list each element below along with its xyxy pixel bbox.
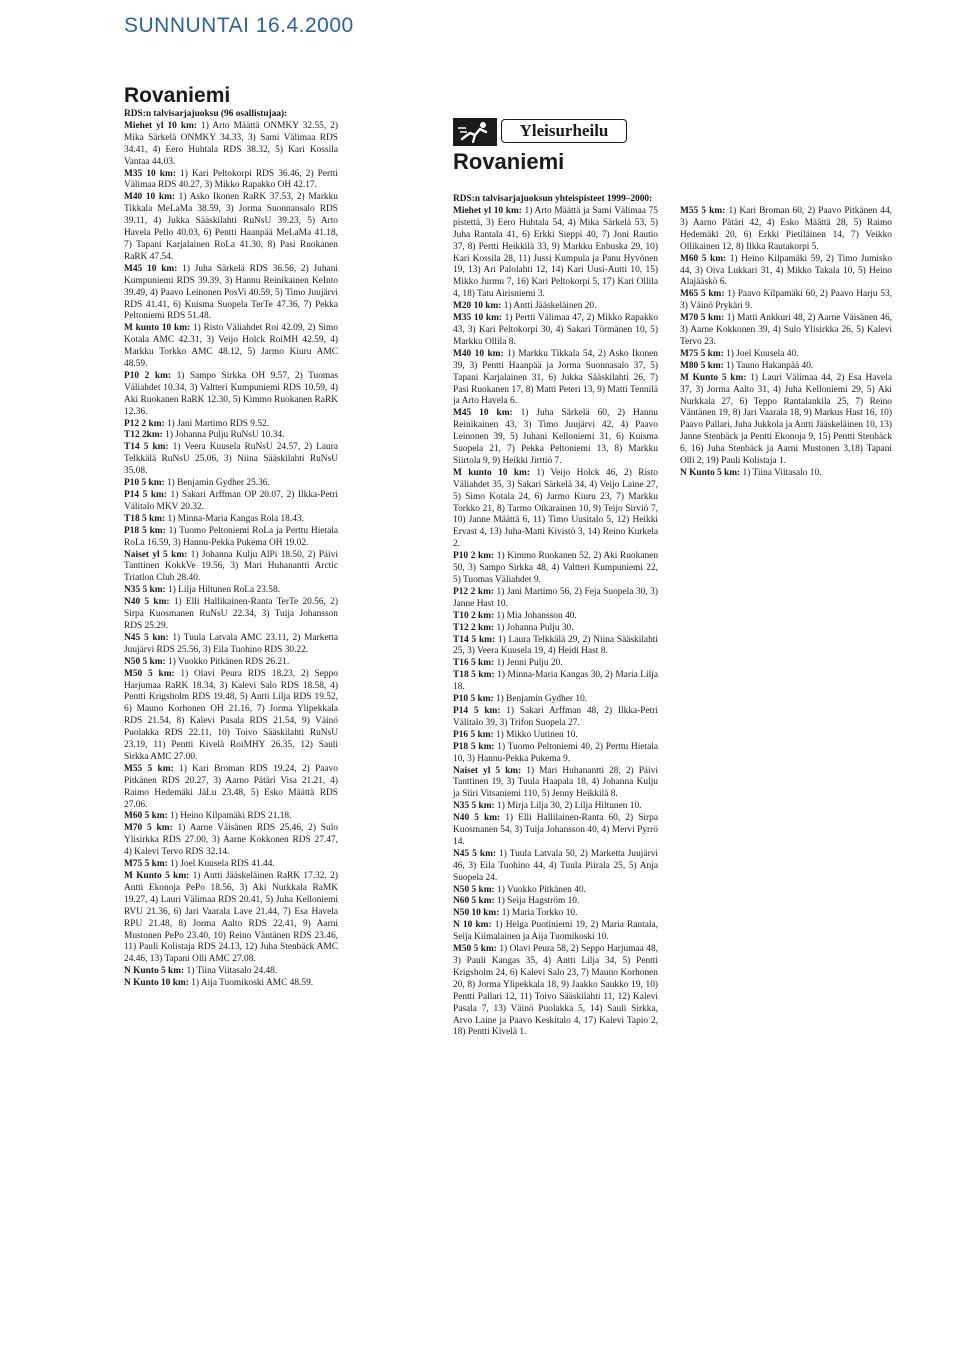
result-paragraph — [680, 313, 892, 349]
category-results: 1) Joel Kuusela 40. — [723, 348, 799, 359]
category-label: N50 5 km: — [453, 884, 495, 895]
result-paragraph — [680, 289, 892, 313]
category-label: P10 2 km: — [124, 370, 172, 381]
category-results: 1) Arto Määttä ja Sami Välimaa 75 pistettä, 3) Eero Huhtala 54, 4) Mika Särkelä 53, 5) Juha Rantala 41, 6) Erkki Sieppi 40, 7) Joni Rautio 37, 8) Pertti Heikkilä 33, 9) Markku Enbuska 29, 10) Kari Kossila 28, 11) Jussi Kumpula ja Panu Hyvönen 19, 13) Ari Palolahti 12, 14) Kari Uusi-Autti 10, 15) Mikko Jurmu 7, 16) Kari Peltokorpi 5, 17) Kari Ollila 4, 18) Tatu Airisniemi 3. — [453, 205, 658, 300]
category-label: M45 10 km: — [453, 408, 513, 419]
category-label: RDS:n talvisarjajuoksu (96 osallistujaa): — [124, 109, 288, 119]
result-paragraph — [124, 657, 338, 669]
category-label: P12 2 km: — [124, 418, 165, 429]
category-results: 1) Olavi Peura RDS 18.23, 2) Seppo Harjumaa RaRK 18.34, 3) Kalevi Salo RDS 18.58, 4) Pentti Krigsholm RDS 19.48, 5) Antti Lilja RDS 19.52, 6) Mauno Korhonen OH 21.16, 7) Jorma Ylipekkala RDS 21.54, 8) Kalevi Pasala RDS 21.54, 9) Väinö Puolakka RDS 22.11, 10) Toivo Sääskilahti RuNsU 23.19, 11) Pentti Kivelä RoiMHY 26.35, 12) Sauli Sirkka AMC 27.00. — [124, 668, 338, 762]
result-paragraph — [453, 908, 658, 920]
category-label: P10 5 km: — [453, 694, 494, 705]
category-label: M70 5 km: — [680, 313, 725, 324]
result-paragraph — [453, 551, 658, 587]
category-results: 1) Tiina Viitasalo 10. — [740, 467, 822, 478]
category-results: 1) Veera Kuusela RuNsU 24.57, 2) Laura Telkkälä RuNsU 25.06, 3) Niina Sääskilahti RuNsU 35.08. — [124, 442, 338, 477]
category-results: 1) Johanna Pulju RuNsU 10.34. — [162, 430, 285, 441]
category-label: T16 5 km: — [453, 658, 495, 669]
page-date-header: SUNNUNTAI 16.4.2000 — [124, 14, 354, 37]
result-paragraph — [680, 373, 892, 468]
result-paragraph — [453, 194, 658, 206]
category-label: P18 5 km: — [124, 525, 166, 536]
category-results: 1) Heino Kilpamäki 59, 2) Timo Jumisko 44, 3) Oiva Lukkari 31, 4) Mikko Takala 10, 5) Heino Alajääskö 6. — [680, 253, 893, 288]
category-results: 1) Sakari Arffman OP 20.07, 2) Ilkka-Petri Välitalo MKV 20.32. — [124, 490, 339, 512]
middle-section-title: Rovaniemi — [453, 149, 565, 174]
category-results: 1) Seija Hagström 10. — [494, 896, 580, 907]
category-results: 1) Veijo Holck 46, 2) Risto Väliahdet 35, 3) Sakari Särkelä 34, 4) Veijo Laine 27, 5) Simo Kotala 24, 6) Jarmo Kiuru 23, 7) Markku Torkko 21, 8) Tarmo Oikarainen 10, 9) Teijo Sirviö 7, 10) Janne Määttä 6, 11) Timo Uusitalo 5, 12) Heikki Ervast 4, 13) Juha-Matti Kivistö 3, 14) Reino Kurkela 2. — [453, 467, 658, 550]
category-label: M50 5 km: — [124, 668, 175, 679]
category-label: N 10 km: — [453, 920, 492, 931]
category-label: N Kunto 5 km: — [124, 966, 185, 977]
category-results: 1) Jani Martimo RDS 9.52. — [164, 418, 270, 429]
category-results: 1) Kimmo Ruokanen 52, 2) Aki Ruokanen 50, 3) Sampo Sirkka 48, 4) Valtteri Kumpuniemi 22, 5) Tuomas Väliahdet 9. — [453, 551, 659, 585]
category-results: 1) Antti Jääskeläinen 20. — [501, 301, 597, 312]
category-results: 1) Lilja Hiltunen RoLa 23.58. — [165, 585, 280, 596]
category-results: 1) Markku Tikkala 54, 2) Asko Ikonen 39, 3) Pentti Haanpää ja Jorma Suonnasalo 37, 5) Tapani Karjalainen 31, 6) Jukka Sääskilahti 26, 7) Pasi Ruokanen 17, 8) Matti Peteri 13, 9) Matti Tennilä ja Arto Havela 6. — [453, 348, 658, 407]
category-label: T18 5 km: — [124, 513, 166, 524]
result-paragraph — [124, 811, 338, 823]
logo-label: Yleisurheilu — [501, 119, 627, 143]
category-results: 1) Kari Peltokorpi RDS 36.46, 2) Pertti Välimaa RDS 40.27, 3) Mikko Rapakko OH 42.17. — [124, 168, 338, 191]
result-paragraph — [453, 623, 658, 635]
category-results: 1) Tuomo Peltoniemi RoLa ja Perttu Hietala RoLa 16.59, 3) Hannu-Pekka Pukema OH 19.02. — [124, 525, 338, 548]
result-paragraph — [680, 254, 892, 290]
category-label: T14 5 km: — [453, 634, 496, 645]
result-paragraph — [453, 611, 658, 623]
category-label: T12 2 km: — [453, 622, 495, 633]
category-label: N40 5 km: — [124, 597, 170, 608]
category-results: 1) Elli Hallilainen-Ranta 60, 2) Sirpa Kuosmanen 54, 3) Tuija Johansson 40, 4) Mervi Pyrrö 14. — [453, 813, 658, 847]
result-paragraph — [124, 550, 338, 586]
category-label: M45 10 km: — [124, 263, 178, 274]
result-paragraph — [680, 361, 892, 373]
category-label: P10 2 km: — [453, 551, 495, 562]
category-results: 1) Laura Telkkälä 29, 2) Niina Sääskilahti 25, 3) Veera Kuusela 19, 4) Heidi Hast 8. — [453, 634, 658, 657]
category-label: RDS:n talvisarjajuoksun yhteispisteet 1999–2000: — [453, 194, 653, 204]
category-results: 1) Benjamin Gydher 25.36. — [164, 478, 270, 489]
category-label: T12 2km: — [124, 430, 163, 441]
category-label: P18 5 km: — [453, 741, 495, 752]
result-paragraph — [453, 670, 658, 694]
category-results: 1) Mari Huhanantti 28, 2) Päivi Tanttinen 19, 3) Tuula Haapala 18, 4) Johanna Kulju ja Siiri Vitsaniemi 110, 5) Jenny Heikkilä 8. — [453, 765, 658, 800]
category-label: M80 5 km: — [680, 360, 724, 371]
result-paragraph — [453, 885, 658, 897]
category-results: 1) Joel Kuusela RDS 41.44. — [167, 859, 275, 870]
category-label: M kunto 10 km: — [453, 467, 530, 478]
result-paragraph — [453, 408, 658, 468]
category-label: N50 10 km: — [453, 908, 500, 919]
category-results: 1) Matti Ankkuri 48, 2) Aarne Väisänen 46, 3) Aarne Kokkonen 39, 4) Sulo Ylisirkka 26, 5) Kalevi Tervo 23. — [680, 313, 892, 347]
category-results: 1) Tuomo Peltoniemi 40, 2) Perttu Hietala 10, 3) Hannu-Pekka Pukema 9. — [453, 741, 658, 764]
result-paragraph — [680, 468, 892, 480]
category-label: M kunto 10 km: — [124, 323, 191, 334]
category-results: 1) Pertti Välimaa 47, 2) Mikko Rapakko 43, 3) Kari Peltokorpi 30, 4) Sakari Törmänen 10, 5) Markku Ollila 8. — [453, 313, 659, 347]
result-paragraph — [124, 859, 338, 871]
result-paragraph — [453, 349, 658, 409]
result-paragraph — [453, 920, 658, 944]
result-paragraph — [124, 371, 338, 419]
category-results: 1) Lauri Välimaa 44, 2) Esa Havela 37, 3) Jorma Aalto 31, 4) Juha Kelloniemi 29, 5) Aki Nurkkala 27, 6) Teppo Rantalankila 25, 7) Reino Väntänen 19, 8) Jari Vaarala 18, 9) Markus Hast 16, 10) Paavo Pallari, Juha Jukkola ja Antti Jääskeläinen 10, 13) Janne Stenbäck ja Pentti Ekonoja 9, 15) Pentti Stenbäck 6, 16) Juha Stenbäck ja Aarni Mustonen 3,18) Tapani Olli 2, 19) Pauli Kolistaja 1. — [680, 372, 892, 467]
result-paragraph — [453, 658, 658, 670]
category-label: M55 5 km: — [124, 763, 174, 774]
category-label: M60 5 km: — [124, 811, 168, 822]
result-paragraph — [453, 587, 658, 611]
result-paragraph — [453, 742, 658, 766]
result-paragraph — [124, 597, 338, 633]
result-paragraph — [124, 966, 338, 978]
category-results: 1) Olavi Peura 58, 2) Seppo Harjumaa 48, 3) Pauli Kangas 35, 4) Antti Lilja 34, 5) Pentti Krigsholm 24, 6) Kalevi Salo 23, 7) Mauno Korhonen 20, 8) Jorma Ylipekkala 18, 9) Jaakko Saukko 19, 10) Pentti Pallari 12, 11) Toivo Sääskilahti 11, 12) Kalevi Pasala 7, 13) Väinö Puolakka 5, 14) Sauli Sirkka, Arvo Laine ja Paavo Keskitalo 4, 17) Kalevi Tapio 2, 18) Pentti Kivelä 1. — [453, 944, 658, 1038]
category-label: N50 5 km: — [124, 656, 166, 667]
left-section-title: Rovaniemi — [124, 84, 231, 107]
category-results: 1) Juha Särkelä RDS 36.56, 2) Juhani Kumpuniemi RDS 39.39, 3) Hannu Reinikainen KeInto 39.49, 4) Paavo Leinonen PosVi 40.59, 5) Timo Juujärvi RDS 41.41, 6) Kuisma Suopela TerTe 47.36, 7) Pekka Peltoniemi RDS 51.48. — [124, 263, 338, 322]
result-paragraph — [124, 121, 338, 169]
result-paragraph — [124, 169, 338, 193]
result-paragraph — [124, 490, 338, 514]
result-paragraph — [124, 430, 338, 442]
runner-icon — [453, 118, 497, 146]
result-paragraph — [124, 823, 338, 859]
result-paragraph — [124, 478, 338, 490]
category-label: N60 5 km: — [453, 896, 495, 907]
category-label: M60 5 km: — [680, 253, 727, 264]
result-paragraph — [124, 978, 338, 990]
category-results: 1) Elli Hallikainen-Ranta TerTe 20.56, 2) Sirpa Kuosmanen RuNsU 22.34, 3) Tuija Johansson RDS 25.29. — [124, 597, 338, 631]
category-results: 1) Tuula Latvala AMC 23.11, 2) Marketta Juujärvi RDS 25.56, 3) Eila Tuohino RDS 30.22. — [124, 632, 338, 655]
category-label: P10 5 km: — [124, 478, 165, 489]
category-label: M75 5 km: — [680, 348, 724, 359]
left-results-column — [124, 109, 338, 990]
result-paragraph — [453, 706, 658, 730]
result-paragraph — [453, 301, 658, 313]
category-results: 1) Kari Broman RDS 19.24, 2) Paavo Pitkänen RDS 20.27, 3) Aarno Pätäri Visa 21.21, 4) Raimo Hedemäki JäLu 23.48, 5) Esko Määttä RDS 27.06. — [124, 763, 338, 810]
yleisurheilu-logo — [453, 118, 629, 146]
category-label: N Kunto 5 km: — [680, 467, 741, 478]
category-label: Miehet yl 10 km: — [124, 120, 198, 131]
result-paragraph — [124, 633, 338, 657]
category-label: N45 5 km: — [453, 848, 497, 859]
result-paragraph — [124, 669, 338, 764]
category-label: M20 10 km: — [453, 301, 502, 312]
category-label: T14 5 km: — [124, 442, 169, 453]
result-paragraph — [453, 813, 658, 849]
result-paragraph — [124, 585, 338, 597]
category-label: M70 5 km: — [124, 823, 173, 834]
result-paragraph — [453, 896, 658, 908]
category-results: 1) Antti Jääskeläinen RaRK 17.32, 2) Antti Ekonoja PePo 18.56, 3) Aki Nurkkala RaMK 19.27, 4) Lauri Välimaa RDS 20.41, 5) Juha Kelloniemi RVU 21.36, 6) Jari Vaarala Lave 21.44, 7) Esa Havela RPU 21.48, 8) Jorma Aalto RDS 22.41, 9) Aarni Mustonen PePo 23.40, 10) Reino Väntänen RDS 23.46, 11) Pauli Kolistaja RDS 24.13, 12) Juha Stenbäck AMC 24.46, 13) Tapani Olli AMC 27.08. — [124, 871, 338, 965]
result-paragraph — [680, 349, 892, 361]
result-paragraph — [453, 801, 658, 813]
category-results: 1) Juha Särkelä 60, 2) Hannu Reinikainen 43, 3) Timo Juujärvi 42, 4) Paavo Leinonen 39, 5) Juhani Kelloniemi 31, 6) Kuisma Suopela 21, 7) Pekka Peltoniemi 13, 8) Markku Siirtola 9, 9) Heikki Jirttiö 7. — [453, 408, 658, 466]
result-paragraph — [453, 694, 658, 706]
category-label: N35 5 km: — [453, 801, 495, 812]
category-results: 1) Jenni Pulju 20. — [494, 658, 563, 669]
category-label: T10 2 km: — [453, 610, 495, 621]
category-label: M35 10 km: — [453, 313, 503, 324]
category-results: 1) Asko Ikonen RaRK 37.53, 2) Markku Tikkala MeLaMa 38.59, 3) Jorma Suonnansalo RDS 39.11, 4) Jukka Sääskilahti RuNsU 39.23, 5) Arto Havela Pello 40.03, 6) Pentti Haanpää MeLaMa 41.18, 7) Tapani Karjalainen RoLa 41.30, 8) Pasi Ruokanen RaRK 47.54. — [124, 192, 338, 262]
category-label: P12 2 km: — [453, 586, 495, 597]
category-label: Naiset yl 5 km: — [453, 765, 522, 776]
category-label: M40 10 km: — [453, 348, 504, 359]
category-label: N35 5 km: — [124, 585, 166, 596]
category-results: 1) Vuokko Pitkänen RDS 26.21. — [165, 656, 290, 667]
category-results: 1) Tiina Viitasalo 24.48. — [184, 966, 278, 977]
category-results: 1) Aarne Väisänen RDS 25.46, 2) Sulo Ylisirkka RDS 27.00, 3) Aarne Kokkonen RDS 27.47, 4) Kalevi Tervo RDS 32.14. — [124, 823, 338, 858]
category-results: 1) Paavo Kilpamäki 60, 2) Paavo Harju 53, 3) Väinö Prykäri 9. — [680, 289, 892, 312]
category-results: 1) Mia Johansson 40. — [494, 610, 577, 621]
category-label: P14 5 km: — [453, 705, 501, 716]
result-paragraph — [453, 849, 658, 885]
result-paragraph — [453, 944, 658, 1039]
category-results: 1) Sakari Arffman 48, 2) Ilkka-Petri Välitalo 39, 3) Trifon Suopela 27. — [453, 705, 659, 728]
category-label: M Kunto 5 km: — [680, 372, 747, 383]
category-label: N Kunto 10 km: — [124, 978, 189, 989]
category-label: P16 5 km: — [453, 729, 494, 740]
category-results: 1) Minna-Maria Kangas Rola 18.43. — [165, 513, 304, 524]
category-label: M65 5 km: — [680, 289, 725, 300]
category-label: M55 5 km: — [680, 206, 726, 216]
category-label: M35 10 km: — [124, 168, 176, 179]
category-results: 1) Maria Torkko 10. — [499, 908, 578, 919]
category-results: 1) Kari Broman 60, 2) Paavo Pitkänen 44, 3) Aarno Pätäri 42, 4) Esko Määttä 28, 5) Raimo Hedemäki 20, 6) Erkki Pietiläinen 14, 7) Veikko Ollikainen 12, 8) Ilkka Rautakorpi 5. — [680, 206, 893, 252]
category-results: 1) Heino Kilpamäki RDS 21.18. — [167, 811, 292, 822]
result-paragraph — [124, 192, 338, 263]
result-paragraph — [124, 514, 338, 526]
category-results: 1) Vuokko Pitkänen 40. — [494, 884, 586, 895]
category-results: 1) Johanna Pulju 30. — [494, 622, 574, 633]
category-results: 1) Arto Määttä ONMKY 32.55, 2) Mika Särkelä ONMKY 34.33, 3) Sami Välimaa RDS 34.41, 4) Eero Huhtala RDS 38.32, 5) Kari Kossila Vantaa 44.03. — [124, 120, 338, 167]
category-results: 1) Minna-Maria Kangas 30, 2) Maria Lilja 18. — [453, 670, 658, 693]
result-paragraph — [453, 313, 658, 349]
category-results: 1) Mirja Lilja 30, 2) Lilja Hiltunen 10. — [494, 801, 642, 812]
category-label: P14 5 km: — [124, 490, 167, 500]
category-results: 1) Mikko Uutinen 10. — [493, 729, 578, 740]
category-label: N45 5 km: — [124, 632, 169, 643]
category-results: 1) Risto Väliahdet Roi 42.09, 2) Simo Kotala AMC 42.31, 3) Veijo Holck RoiMH 42.59, 4) Markku Torkko AMC 48.12, 5) Jarmo Kiuru AMC 48.59. — [124, 323, 338, 370]
category-results: 1) Helga Puotiniemi 19, 2) Maria Rantala, Seija Kiimalainen ja Aija Tuomikoski 10. — [453, 920, 658, 943]
category-label: N40 5 km: — [453, 813, 501, 824]
result-paragraph — [453, 730, 658, 742]
result-paragraph — [124, 526, 338, 550]
category-label: T18 5 km: — [453, 670, 495, 681]
middle-results-column — [453, 194, 658, 1039]
result-paragraph — [453, 635, 658, 659]
result-paragraph — [124, 764, 338, 812]
result-paragraph — [680, 206, 892, 254]
category-results: 1) Tuula Latvala 50, 2) Marketta Juujärvi 46, 3) Eila Tuohino 44, 4) Tuula Piirala 25, 5) Anja Suopela 24. — [453, 848, 658, 883]
category-results: 1) Benjamin Gydher 10. — [493, 694, 588, 705]
result-paragraph — [124, 323, 338, 371]
right-results-column — [680, 206, 892, 480]
result-paragraph — [124, 264, 338, 324]
category-results: 1) Tauno Hakanpää 40. — [723, 360, 814, 371]
category-results: 1) Aija Tuomikoski AMC 48.59. — [188, 978, 314, 989]
result-paragraph — [453, 766, 658, 802]
result-paragraph — [124, 419, 338, 431]
category-label: Naiset yl 5 km: — [124, 549, 188, 560]
category-results: 1) Jani Martimo 56, 2) Feja Suopela 30, 3) Janne Hast 10. — [453, 586, 658, 609]
result-paragraph — [124, 109, 338, 121]
category-results: 1) Sampo Sirkka OH 9.57, 2) Tuomas Väliahdet 10.34, 3) Valtteri Kumpuniemi RDS 10.59, 4) Aki Ruokanen RaRK 12.30, 5) Kimmo Ruokanen RaRK 12.36. — [124, 370, 338, 417]
category-label: Miehet yl 10 km: — [453, 205, 522, 216]
result-paragraph — [453, 468, 658, 551]
category-label: M75 5 km: — [124, 859, 168, 870]
result-paragraph — [453, 206, 658, 301]
result-paragraph — [124, 442, 338, 478]
category-label: M40 10 km: — [124, 192, 176, 203]
result-paragraph — [124, 871, 338, 966]
category-results: 1) Johanna Kulju AlPi 18.50, 2) Päivi Tanttinen KokkVe 19.56, 3) Mari Huhanantti Arctic Triatlon Club 28.40. — [124, 549, 338, 584]
category-label: M50 5 km: — [453, 944, 497, 955]
category-label: M Kunto 5 km: — [124, 871, 190, 881]
